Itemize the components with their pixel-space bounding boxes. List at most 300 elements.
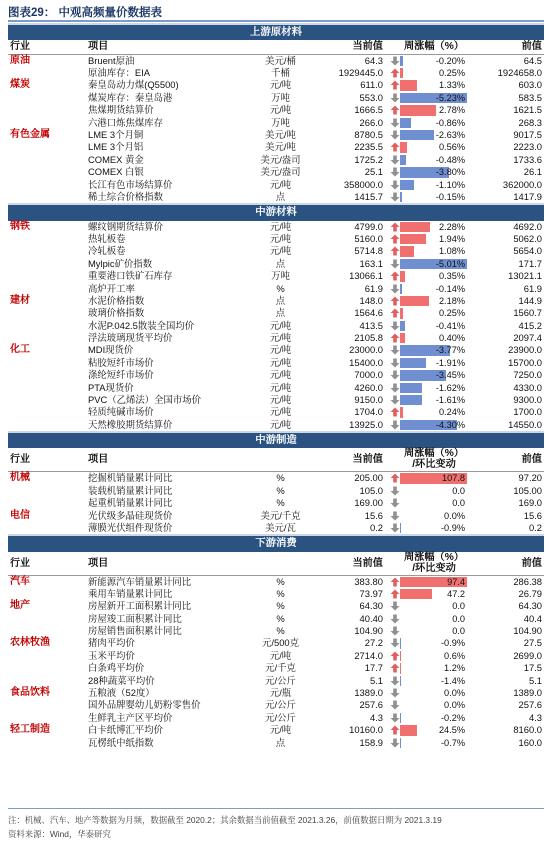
unit: 点 xyxy=(275,307,286,319)
current-value: 17.7 xyxy=(364,662,383,674)
title-divider xyxy=(8,20,544,22)
item-name: 装载机销量累计同比 xyxy=(88,484,173,496)
item-name: 稀土综合价格指数 xyxy=(88,190,164,202)
current-value: 257.6 xyxy=(359,699,383,711)
arrow-down-icon xyxy=(390,93,400,103)
col-item: 项目 xyxy=(88,557,109,569)
table-row xyxy=(8,344,544,356)
table-row xyxy=(8,576,544,588)
unit: 千桶 xyxy=(271,67,290,79)
arrow-down-icon xyxy=(390,738,400,748)
unit: 元/吨 xyxy=(269,369,292,381)
category-label: 钢铁 xyxy=(10,220,30,232)
unit: 万吨 xyxy=(271,91,290,103)
previous-value: 14550.0 xyxy=(508,418,542,430)
unit: 美元/吨 xyxy=(265,141,296,153)
table-row xyxy=(8,675,544,687)
arrow-down-icon xyxy=(390,284,400,294)
footnote: 注：机械、汽车、地产等数据为月频，数据截至 2020.2；其余数据当前值截至 2021.3.26，前值数据日期为 2021.3.19 xyxy=(8,815,442,825)
table-row xyxy=(8,394,544,406)
weekly-change xyxy=(400,296,467,306)
previous-value: 603.0 xyxy=(518,79,542,91)
weekly-change xyxy=(400,56,467,66)
item-name: 冷轧板卷 xyxy=(88,245,126,257)
current-value: 1929445.0 xyxy=(338,67,383,79)
item-name: 粘胶短纤市场价 xyxy=(88,356,154,368)
change-bar xyxy=(400,523,401,533)
table-row xyxy=(8,295,544,307)
weekly-change xyxy=(400,155,467,165)
table-row xyxy=(8,699,544,711)
current-value: 148.0 xyxy=(359,294,383,306)
change-bar xyxy=(400,725,417,735)
change-value: 1.94% xyxy=(438,233,465,244)
category-label: 煤炭 xyxy=(10,79,30,91)
col-change: 周涨幅（%） xyxy=(404,551,464,563)
item-name: PVC（乙烯法）全国市场价 xyxy=(88,394,202,406)
bottom-divider xyxy=(8,808,544,809)
table-row xyxy=(8,141,544,153)
previous-value: 8160.0 xyxy=(513,724,542,736)
previous-value: 7250.0 xyxy=(513,369,542,381)
category-label: 农林牧渔 xyxy=(10,637,50,649)
section-header: 中游材料 xyxy=(8,203,544,220)
previous-value: 583.5 xyxy=(518,91,542,103)
table-row xyxy=(8,497,544,509)
item-name: 白条鸡平均价 xyxy=(88,662,145,674)
table-row xyxy=(8,687,544,699)
change-bar xyxy=(400,234,426,244)
weekly-change xyxy=(400,259,467,269)
figure-title: 图表29： 中观高频量价数据表 xyxy=(8,7,162,19)
change-value: 1.33% xyxy=(438,80,465,91)
arrow-up-icon xyxy=(390,296,400,306)
table-row xyxy=(8,92,544,104)
category-label: 化工 xyxy=(10,344,30,356)
change-bar xyxy=(400,407,403,417)
change-value: 0.0 xyxy=(452,498,465,509)
current-value: 13925.0 xyxy=(349,418,383,430)
weekly-change xyxy=(400,601,467,611)
table-row xyxy=(8,233,544,245)
arrow-down-icon xyxy=(390,358,400,368)
col-change: 周涨幅（%） xyxy=(404,448,464,460)
previous-value: 26.1 xyxy=(523,166,542,178)
item-name: 房屋新开工面积累计同比 xyxy=(88,600,192,612)
unit: % xyxy=(276,625,285,637)
item-name: 国外品牌婴幼儿奶粉零售价 xyxy=(88,699,201,711)
weekly-change xyxy=(400,271,467,281)
unit: 元/吨 xyxy=(269,394,292,406)
col-industry: 行业 xyxy=(10,557,30,569)
item-name: 房屋销售面积累计同比 xyxy=(88,625,182,637)
previous-value: 15.6 xyxy=(523,509,542,521)
col-change: 周涨幅（%） xyxy=(404,41,464,53)
previous-value: 1733.6 xyxy=(513,153,542,165)
col-item: 项目 xyxy=(88,41,109,53)
change-bar xyxy=(400,663,401,673)
item-name: 焦煤期货结算价 xyxy=(88,104,154,116)
table-row xyxy=(8,510,544,522)
current-value: 15400.0 xyxy=(349,356,383,368)
change-value: -4.30% xyxy=(435,419,465,430)
weekly-change xyxy=(400,626,467,636)
current-value: 10160.0 xyxy=(349,724,383,736)
change-value: 0.0 xyxy=(452,626,465,637)
table-row xyxy=(8,104,544,116)
category-label: 建材 xyxy=(10,294,30,306)
current-value: 4.3 xyxy=(369,711,383,723)
table-row xyxy=(8,357,544,369)
category-label: 电信 xyxy=(10,509,30,521)
arrow-down-icon xyxy=(390,345,400,355)
weekly-change xyxy=(400,676,467,686)
table-row xyxy=(8,55,544,67)
category-label: 有色金属 xyxy=(10,129,50,141)
col-prev: 前值 xyxy=(521,41,542,53)
item-name: 五粮液（52度） xyxy=(88,687,155,699)
change-bar xyxy=(400,308,403,318)
previous-value: 9017.5 xyxy=(513,129,542,141)
table-row xyxy=(8,79,544,91)
current-value: 64.30 xyxy=(359,600,383,612)
unit: 元/吨 xyxy=(269,232,292,244)
item-name: MDI现货价 xyxy=(88,344,134,356)
current-value: 104.90 xyxy=(354,625,383,637)
unit: 元/千克 xyxy=(265,662,296,674)
change-value: 2.28% xyxy=(438,221,465,232)
current-value: 1666.5 xyxy=(354,104,383,116)
unit: 元/瓶 xyxy=(269,687,292,699)
arrow-down-icon xyxy=(390,321,400,331)
unit: 元/吨 xyxy=(269,332,292,344)
item-name: 玉米平均价 xyxy=(88,649,135,661)
item-name: 28种蔬菜平均价 xyxy=(88,674,155,686)
unit: % xyxy=(276,484,285,496)
table-row xyxy=(8,369,544,381)
arrow-down-icon xyxy=(390,626,400,636)
weekly-change xyxy=(400,68,467,78)
item-name: 天然橡胶期货结算价 xyxy=(88,418,173,430)
current-value: 2714.0 xyxy=(354,649,383,661)
current-value: 163.1 xyxy=(359,257,383,269)
unit: % xyxy=(276,587,285,599)
change-value: 0.0% xyxy=(444,510,465,521)
table-row xyxy=(8,270,544,282)
table-row xyxy=(8,662,544,674)
change-value: -0.2% xyxy=(440,712,465,723)
unit: 元/吨 xyxy=(269,319,292,331)
previous-value: 257.6 xyxy=(518,699,542,711)
previous-value: 169.0 xyxy=(518,497,542,509)
previous-value: 64.30 xyxy=(518,600,542,612)
category-label: 地产 xyxy=(10,600,30,612)
unit: 美元/盎司 xyxy=(260,166,301,178)
weekly-change xyxy=(400,93,467,103)
weekly-change xyxy=(400,118,467,128)
previous-value: 4330.0 xyxy=(513,381,542,393)
current-value: 169.00 xyxy=(354,497,383,509)
current-value: 1725.2 xyxy=(354,153,383,165)
table-row xyxy=(8,650,544,662)
category-label: 轻工制造 xyxy=(10,724,50,736)
previous-value: 160.0 xyxy=(518,736,542,748)
table-row xyxy=(8,724,544,736)
current-value: 5.1 xyxy=(369,674,383,686)
previous-value: 2699.0 xyxy=(513,649,542,661)
table-row xyxy=(8,67,544,79)
weekly-change xyxy=(400,688,467,698)
change-bar xyxy=(400,284,402,294)
arrow-down-icon xyxy=(390,688,400,698)
item-name: 水泥价格指数 xyxy=(88,294,145,306)
previous-value: 15700.0 xyxy=(508,356,542,368)
arrow-up-icon xyxy=(390,246,400,256)
arrow-down-icon xyxy=(390,614,400,624)
category-label: 汽车 xyxy=(10,575,30,587)
previous-value: 286.38 xyxy=(513,575,542,587)
current-value: 15.6 xyxy=(364,509,383,521)
col-prev: 前值 xyxy=(521,557,542,569)
arrow-up-icon xyxy=(390,473,400,483)
change-value: 1.08% xyxy=(438,246,465,257)
table-row xyxy=(8,258,544,270)
table-row xyxy=(8,117,544,129)
change-value: -0.9% xyxy=(440,638,465,649)
current-value: 13066.1 xyxy=(349,270,383,282)
weekly-change xyxy=(400,523,467,533)
change-value: 107.8 xyxy=(442,473,465,484)
arrow-down-icon xyxy=(390,259,400,269)
current-value: 413.5 xyxy=(359,319,383,331)
arrow-down-icon xyxy=(390,395,400,405)
section-header: 中游制造 xyxy=(8,431,544,448)
change-value: -1.91% xyxy=(435,357,465,368)
column-header-row xyxy=(8,40,544,55)
unit: 元/吨 xyxy=(269,418,292,430)
unit: 点 xyxy=(275,190,286,202)
table-row xyxy=(8,712,544,724)
weekly-change xyxy=(400,80,467,90)
unit: 万吨 xyxy=(271,116,290,128)
arrow-up-icon xyxy=(390,308,400,318)
item-name: 挖掘机销量累计同比 xyxy=(88,472,173,484)
unit: 元/吨 xyxy=(269,406,292,418)
current-value: 105.0 xyxy=(359,484,383,496)
unit: 元/500克 xyxy=(262,637,299,649)
unit: 元/公斤 xyxy=(265,711,296,723)
unit: 点 xyxy=(275,294,286,306)
current-value: 40.40 xyxy=(359,612,383,624)
table-row xyxy=(8,588,544,600)
item-name: 乘用车销量累计同比 xyxy=(88,587,173,599)
current-value: 1564.6 xyxy=(354,307,383,319)
unit: 元/吨 xyxy=(269,104,292,116)
previous-value: 13021.1 xyxy=(508,270,542,282)
unit: % xyxy=(276,612,285,624)
item-name: 重要港口铁矿石库存 xyxy=(88,270,173,282)
previous-value: 415.2 xyxy=(518,319,542,331)
item-name: COMEX 白银 xyxy=(88,166,144,178)
arrow-up-icon xyxy=(390,234,400,244)
current-value: 1704.0 xyxy=(354,406,383,418)
current-value: 73.97 xyxy=(359,587,383,599)
column-header-row xyxy=(8,448,544,472)
item-name: 涤纶短纤市场价 xyxy=(88,369,154,381)
current-value: 205.00 xyxy=(354,472,383,484)
arrow-down-icon xyxy=(390,676,400,686)
change-bar xyxy=(400,192,402,202)
change-bar xyxy=(400,271,405,281)
previous-value: 0.2 xyxy=(528,521,542,533)
table-row xyxy=(8,154,544,166)
current-value: 4260.0 xyxy=(354,381,383,393)
arrow-down-icon xyxy=(390,498,400,508)
previous-value: 97.20 xyxy=(518,472,542,484)
change-bar xyxy=(400,105,436,115)
unit: 点 xyxy=(275,257,286,269)
previous-value: 23900.0 xyxy=(508,344,542,356)
weekly-change xyxy=(400,222,467,232)
col-item: 项目 xyxy=(88,454,109,466)
table-row xyxy=(8,307,544,319)
weekly-change xyxy=(400,321,467,331)
change-bar xyxy=(400,589,432,599)
col-current: 当前值 xyxy=(352,41,383,53)
weekly-change xyxy=(400,486,467,496)
current-value: 27.2 xyxy=(364,637,383,649)
arrow-up-icon xyxy=(390,407,400,417)
current-value: 23000.0 xyxy=(349,344,383,356)
arrow-down-icon xyxy=(390,180,400,190)
arrow-up-icon xyxy=(390,222,400,232)
change-bar xyxy=(400,296,429,306)
change-bar xyxy=(400,638,401,648)
weekly-change xyxy=(400,246,467,256)
change-value: -1.61% xyxy=(435,395,465,406)
change-bar xyxy=(400,333,405,343)
arrow-up-icon xyxy=(390,333,400,343)
weekly-change xyxy=(400,511,467,521)
item-name: LME 3个月铜 xyxy=(88,129,144,141)
previous-value: 1560.7 xyxy=(513,307,542,319)
current-value: 8780.5 xyxy=(354,129,383,141)
change-value: 0.35% xyxy=(438,271,465,282)
table-row xyxy=(8,637,544,649)
previous-value: 4.3 xyxy=(528,711,542,723)
table-row xyxy=(8,625,544,637)
unit: 元/吨 xyxy=(269,79,292,91)
arrow-up-icon xyxy=(390,105,400,115)
unit: 元/吨 xyxy=(269,220,292,232)
col-industry: 行业 xyxy=(10,454,30,466)
arrow-down-icon xyxy=(390,638,400,648)
weekly-change xyxy=(400,192,467,202)
current-value: 5714.8 xyxy=(354,245,383,257)
change-value: 2.78% xyxy=(438,105,465,116)
change-bar xyxy=(400,222,430,232)
col-change-sub: /环比变动 xyxy=(412,562,456,574)
arrow-up-icon xyxy=(390,651,400,661)
previous-value: 64.5 xyxy=(523,54,542,66)
arrow-down-icon xyxy=(390,130,400,140)
weekly-change xyxy=(400,333,467,343)
item-name: 热轧板卷 xyxy=(88,232,126,244)
change-bar xyxy=(400,68,403,78)
unit: % xyxy=(276,472,285,484)
current-value: 158.9 xyxy=(359,736,383,748)
current-value: 383.80 xyxy=(354,575,383,587)
arrow-down-icon xyxy=(390,700,400,710)
change-value: -0.48% xyxy=(435,154,465,165)
item-name: 生鲜乳主产区平均价 xyxy=(88,711,173,723)
previous-value: 17.5 xyxy=(523,662,542,674)
table-row xyxy=(8,419,544,431)
previous-value: 2223.0 xyxy=(513,141,542,153)
item-name: LME 3个月铝 xyxy=(88,141,144,153)
change-bar xyxy=(400,155,406,165)
previous-value: 5.1 xyxy=(528,674,542,686)
col-current: 当前值 xyxy=(352,454,383,466)
item-name: Mylpic矿价指数 xyxy=(88,257,153,269)
item-name: 秦皇岛动力煤(Q5500) xyxy=(88,79,179,91)
change-bar xyxy=(400,358,426,368)
table-row xyxy=(8,406,544,418)
arrow-down-icon xyxy=(390,601,400,611)
weekly-change xyxy=(400,370,467,380)
change-value: -0.15% xyxy=(435,191,465,202)
unit: 美元/桶 xyxy=(265,54,296,66)
weekly-change xyxy=(400,614,467,624)
table-row xyxy=(8,166,544,178)
table-row xyxy=(8,245,544,257)
current-value: 266.0 xyxy=(359,116,383,128)
previous-value: 27.5 xyxy=(523,637,542,649)
table-row xyxy=(8,485,544,497)
change-value: 0.25% xyxy=(438,308,465,319)
change-bar xyxy=(400,56,403,66)
item-name: 玻璃价格指数 xyxy=(88,307,145,319)
section-header: 下游消费 xyxy=(8,534,544,551)
change-value: 0.0% xyxy=(444,700,465,711)
change-value: -2.63% xyxy=(435,130,465,141)
change-value: -0.14% xyxy=(435,283,465,294)
previous-value: 362000.0 xyxy=(502,178,542,190)
change-value: -1.62% xyxy=(435,382,465,393)
weekly-change xyxy=(400,383,467,393)
arrow-down-icon xyxy=(390,511,400,521)
change-value: 24.5% xyxy=(438,725,465,736)
table-row xyxy=(8,179,544,191)
previous-value: 144.9 xyxy=(518,294,542,306)
change-value: 2.18% xyxy=(438,295,465,306)
item-name: 水泥P.042.5散装全国均价 xyxy=(88,319,195,331)
arrow-up-icon xyxy=(390,271,400,281)
unit: 美元/千克 xyxy=(260,509,301,521)
weekly-change xyxy=(400,284,467,294)
change-value: -0.9% xyxy=(440,522,465,533)
change-bar xyxy=(400,321,405,331)
current-value: 553.0 xyxy=(359,91,383,103)
unit: 元/吨 xyxy=(269,381,292,393)
previous-value: 2097.4 xyxy=(513,332,542,344)
weekly-change xyxy=(400,589,467,599)
item-name: 薄膜光伏组件现货价 xyxy=(88,521,173,533)
arrow-up-icon xyxy=(390,663,400,673)
current-value: 358000.0 xyxy=(343,178,383,190)
unit: 元/吨 xyxy=(269,649,292,661)
weekly-change xyxy=(400,473,467,483)
